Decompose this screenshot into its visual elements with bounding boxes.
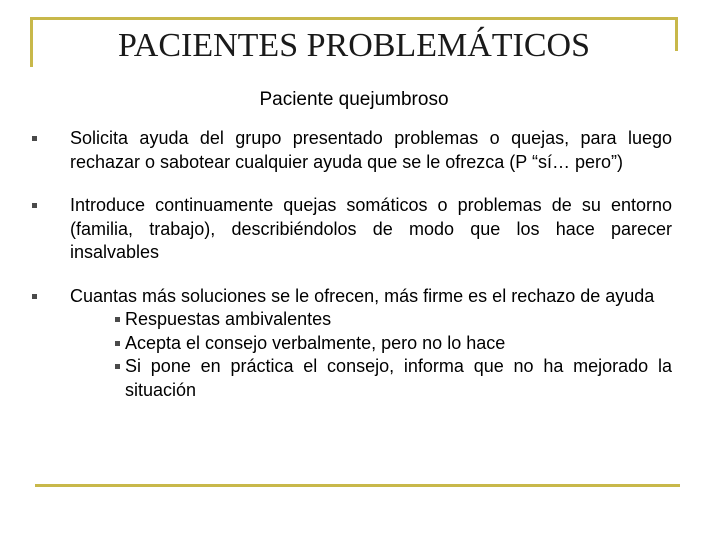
sub-list-item-text: Respuestas ambivalentes bbox=[125, 309, 332, 329]
sub-list-item-text: Acepta el consejo verbalmente, pero no lo hace bbox=[125, 332, 506, 353]
slide-subtitle: Paciente quejumbroso bbox=[259, 89, 449, 110]
bottom-rule bbox=[35, 484, 680, 487]
frame-top-border bbox=[30, 17, 678, 20]
frame-right-border bbox=[675, 17, 678, 51]
square-bullet-icon bbox=[70, 355, 125, 402]
slide-title: PACIENTES PROBLEMÁTICOS bbox=[118, 27, 590, 64]
square-bullet-icon bbox=[70, 308, 125, 332]
sub-list-item bbox=[70, 355, 672, 402]
square-bullet-icon bbox=[30, 285, 70, 403]
sub-list-item-text: Si pone en práctica el consejo, informa que no ha mejorado la situación bbox=[125, 356, 672, 400]
bullet-list bbox=[30, 127, 672, 422]
square-bullet-icon bbox=[30, 194, 70, 265]
square-bullet-icon bbox=[30, 127, 70, 174]
list-item bbox=[30, 285, 672, 403]
list-item-text: Cuantas más soluciones se le ofrecen, más firme es el rechazo de ayuda bbox=[70, 285, 655, 306]
list-item-body bbox=[70, 285, 672, 403]
square-bullet-icon bbox=[70, 332, 125, 356]
sub-list-item bbox=[70, 332, 672, 356]
list-item bbox=[30, 194, 672, 265]
sub-list-item bbox=[70, 308, 672, 332]
list-item bbox=[30, 127, 672, 174]
list-item-text: Introduce continuamente quejas somáticos o problemas de su entorno (familia, trabajo), describiéndolos de modo que los hace parecer insalvables bbox=[70, 195, 672, 262]
list-item-text: Solicita ayuda del grupo presentado problemas o quejas, para luego rechazar o sabotear cualquier ayuda que se le ofrezca (P “sí… pero”) bbox=[70, 128, 672, 172]
